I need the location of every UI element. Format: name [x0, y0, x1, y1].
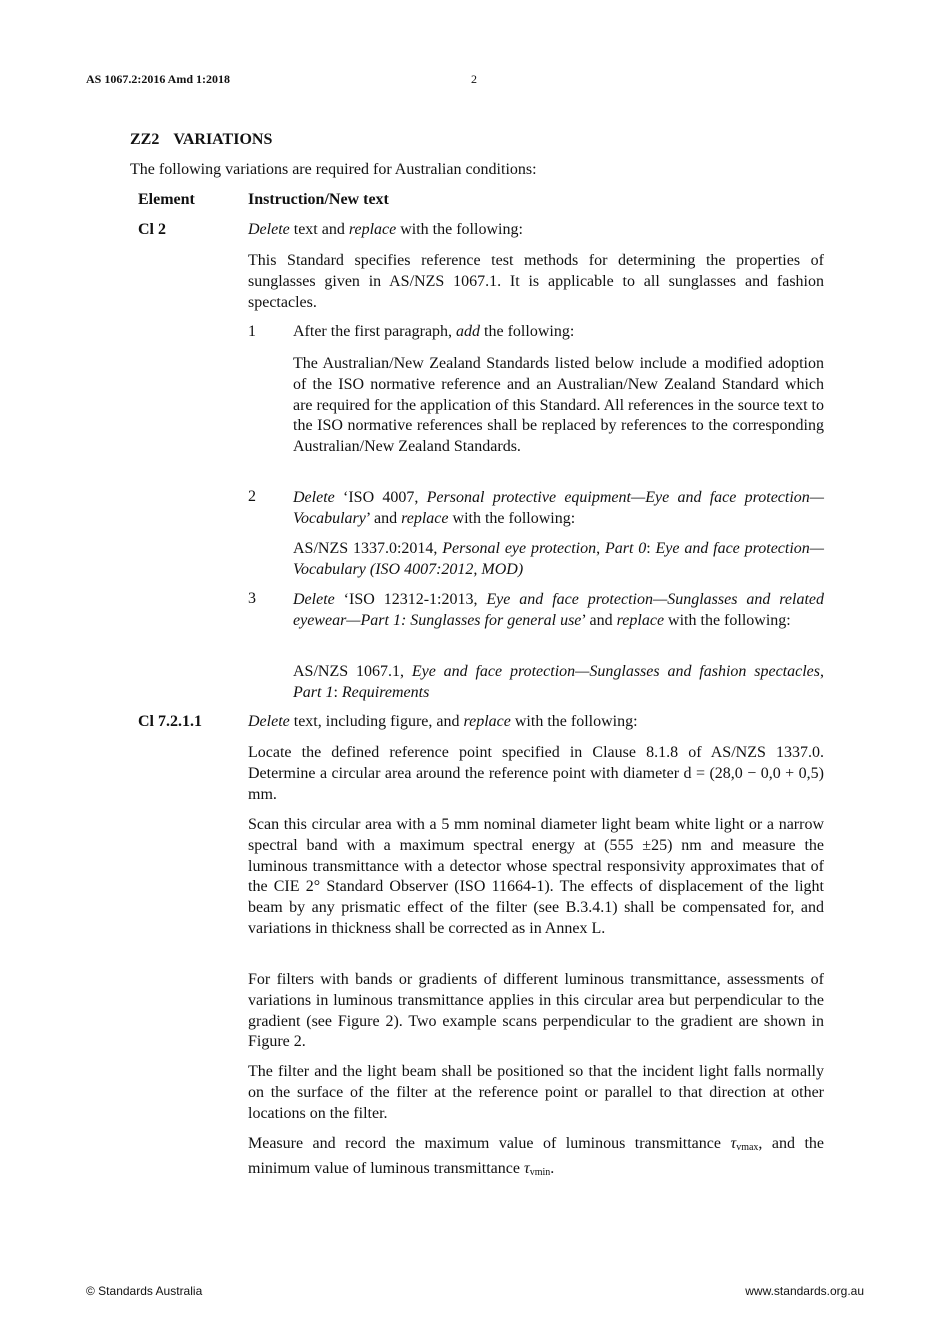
instr-add: add: [456, 323, 481, 340]
paragraph: For filters with bands or gradients of different luminous transmittance, assessments of variations in luminous transmittance applies in this circular area but perpendicular to the gradient (see Figure 2). Two example scans perpendicular to the gradient are shown in Figure 2.: [248, 971, 824, 1051]
tau-symbol: τ: [730, 1135, 737, 1152]
ref-part: Part 0: [604, 540, 647, 557]
tau-subscript: vmax: [736, 1142, 759, 1153]
instr-text: with the following:: [510, 713, 638, 730]
item-3-instruction: [293, 590, 824, 632]
instr-text: ‘ISO 12312-1:2013,: [334, 591, 487, 608]
instr-text: the following:: [480, 323, 575, 340]
instr-replace: replace: [463, 713, 511, 730]
instr-text: ’ and: [581, 611, 617, 629]
paragraph: The Australian/New Zealand Standards listed below include a modified adoption of the ISO normative reference and an Australian/New Zealand Standard which are required for the application of this Standard. All references in the source text to the ISO normative references shall be replaced by references to the corresponding Australian/New Zealand Standards.: [293, 355, 824, 456]
clause-7-instruction: [248, 713, 823, 731]
item-2-replacement: [293, 539, 824, 581]
tau-subscript: vmin: [529, 1166, 551, 1178]
instr-text: with the following:: [664, 611, 791, 629]
element-column-header: Element: [138, 191, 195, 208]
clause-7-2-1-1-label: Cl 7.2.1.1: [138, 713, 202, 730]
clause-7-paragraph-1: [248, 743, 824, 805]
footer-copyright: © Standards Australia: [86, 1284, 203, 1298]
item-number: 3: [248, 590, 256, 607]
ref-title: Eye and face protection—Vocabulary (ISO 4007:2012, MOD): [293, 540, 825, 578]
section-heading: [130, 131, 272, 149]
instr-text: ‘ISO 4007,: [334, 489, 427, 506]
instr-text: with the following:: [448, 509, 576, 527]
instr-replace: replace: [401, 509, 449, 527]
item-1-paragraph: [293, 354, 824, 458]
clause-7-paragraph-5: [248, 1134, 824, 1184]
paragraph-text: , and the minimum value of luminous transmittance: [248, 1135, 824, 1177]
instr-text: with the following:: [396, 221, 523, 238]
instr-delete: Delete: [248, 221, 290, 238]
clause-7-paragraph-2: [248, 815, 824, 940]
ref-text: :: [333, 683, 342, 701]
clause-2-instruction: [248, 221, 823, 239]
clause-7-paragraph-3: [248, 970, 824, 1053]
section-title: VARIATIONS: [173, 131, 273, 148]
item-3-replacement: [293, 662, 824, 704]
paragraph: The filter and the light beam shall be positioned so that the incident light falls normally on the surface of the filter at the reference point or parallel to that direction at other locations on the filter.: [248, 1063, 824, 1122]
ref-part: Part 1: [293, 683, 334, 701]
paragraph-text: Measure and record the maximum value of luminous transmittance: [248, 1135, 731, 1152]
footer-website: www.standards.org.au: [745, 1284, 864, 1298]
item-number: 2: [248, 488, 256, 505]
ref-title: Requirements: [341, 683, 430, 701]
paragraph-text: .: [550, 1159, 555, 1177]
ref-title: Eye and face protection—Sunglasses and fashion spectacles: [411, 663, 820, 680]
item-2-instruction: [293, 488, 824, 530]
instr-text: After the first paragraph,: [293, 323, 457, 340]
ref-text: ,: [596, 540, 605, 557]
item-1-instruction: [293, 323, 824, 341]
section-number: ZZ2: [130, 131, 160, 148]
instr-delete: Delete: [248, 713, 290, 730]
instr-text: text and: [289, 221, 349, 238]
clause-2-paragraph: [248, 251, 824, 313]
page-number: 2: [471, 72, 477, 86]
instruction-column-header: Instruction/New text: [248, 191, 389, 208]
instr-text: ’ and: [365, 509, 402, 527]
document-id: AS 1067.2:2016 Amd 1:2018: [86, 72, 231, 86]
paragraph: Scan this circular area with a 5 mm nominal diameter light beam white light or a narrow spectral band with a maximum spectral energy at (555 ±25) nm and measure the luminous transmittance with a detector whose spectral responsivity approximates that of the CIE 2° Standard Observer (ISO 11664-1). The effects of displacement of the light beam by any prismatic effect of the filter (see B.3.4.1) shall be compensated for, and variations in thickness shall be corrected as in Annex L.: [248, 816, 824, 937]
instr-replace: replace: [348, 221, 397, 238]
instr-text: text, including figure, and: [289, 713, 464, 730]
tau-symbol: τ: [523, 1159, 530, 1177]
ref-text: AS/NZS 1067.1,: [293, 663, 412, 680]
paragraph: This Standard specifies reference test methods for determining the properties of sunglasses given in AS/NZS 1067.1. It is applicable to all sunglasses and fashion spectacles.: [248, 252, 824, 311]
item-number: 1: [248, 323, 256, 340]
ref-text: :: [646, 540, 656, 557]
ref-title: Personal eye protection: [442, 540, 597, 557]
section-intro: The following variations are required for Australian conditions:: [130, 161, 537, 178]
ref-text: ,: [820, 663, 824, 680]
instr-delete: Delete: [293, 591, 335, 608]
ref-title: Personal protective equipment—Eye and face protection—Vocabulary: [293, 489, 825, 527]
instr-replace: replace: [616, 611, 665, 629]
instr-delete: Delete: [293, 489, 335, 506]
ref-text: AS/NZS 1337.0:2014,: [293, 540, 443, 557]
clause-2-label: Cl 2: [138, 221, 166, 238]
clause-7-paragraph-4: [248, 1062, 824, 1124]
paragraph: Locate the defined reference point specified in Clause 8.1.8 of AS/NZS 1337.0. Determine a circular area around the reference point with diameter d = (28,0 − 0,0 + 0,5) mm.: [248, 744, 824, 803]
ref-title: Eye and face protection—Sunglasses and related eyewear—Part 1: Sunglasses for general use: [293, 591, 824, 629]
